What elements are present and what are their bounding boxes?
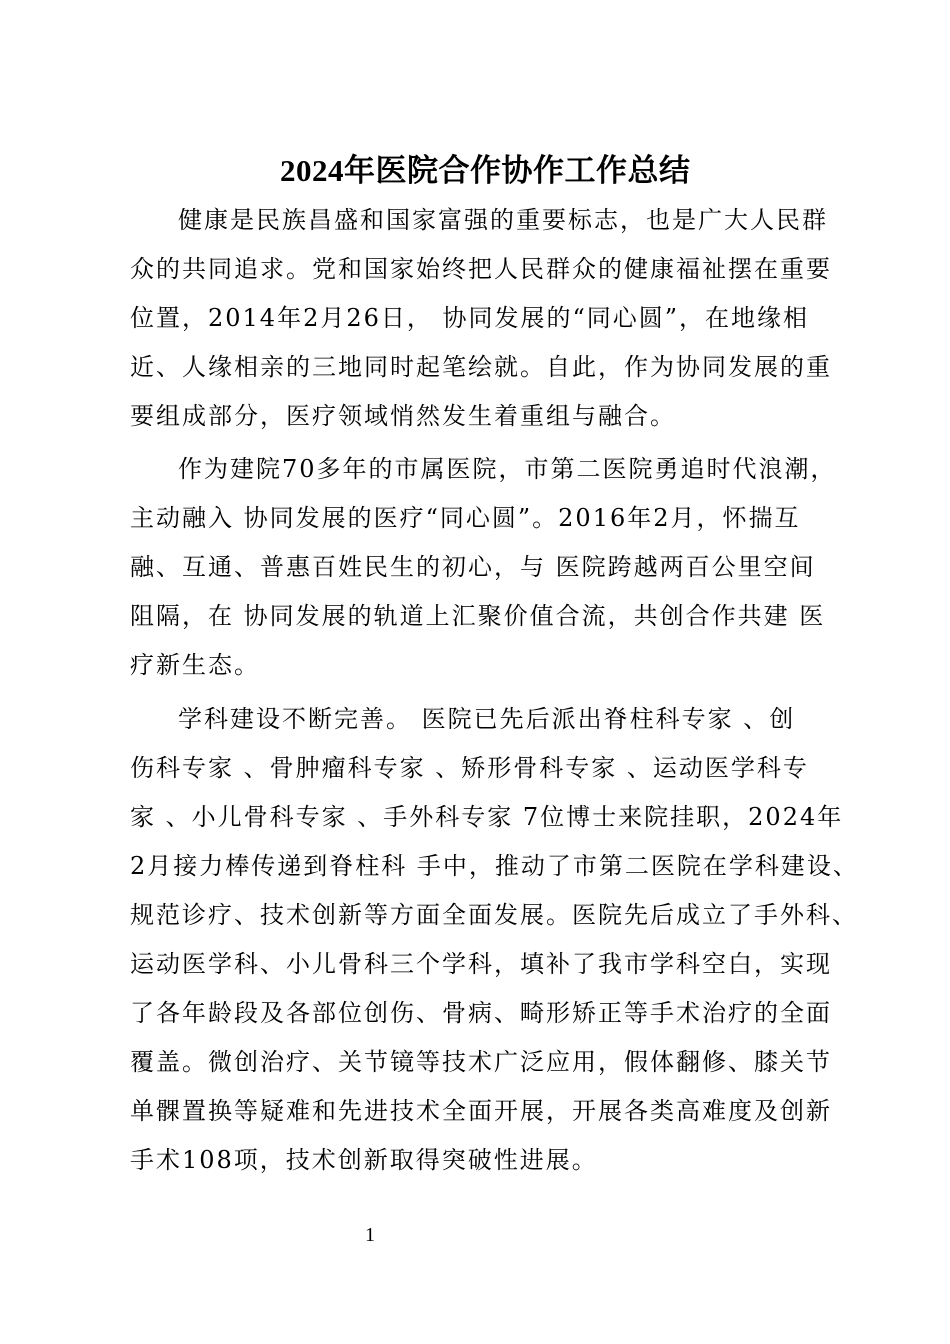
text-line: 疗新生态。 xyxy=(130,651,260,679)
text-line: 阻隔，在 协同发展的轨道上汇聚价值合流，共创合作共建 医 xyxy=(130,602,826,630)
text-line: 位置，2014年2月26日， 协同发展的“同心圆”，在地缘相 xyxy=(130,304,810,332)
text-line: 要组成部分，医疗领域悄然发生着重组与融合。 xyxy=(130,402,676,430)
text-line: 作为建院70多年的市属医院，市第二医院勇追时代浪潮， xyxy=(178,455,837,483)
text-line: 手术108项，技术创新取得突破性进展。 xyxy=(130,1146,598,1174)
paragraph-hospital-cooperation xyxy=(130,445,837,690)
page-number: 1 xyxy=(365,1224,375,1246)
text-line: 健康是民族昌盛和国家富强的重要标志，也是广大人民群 xyxy=(178,206,828,234)
text-line: 近、人缘相亲的三地同时起笔绘就。自此，作为协同发展的重 xyxy=(130,353,832,381)
text-line: 众的共同追求。党和国家始终把人民群众的健康福祉摆在重要 xyxy=(130,255,832,283)
text-line: 了各年龄段及各部位创伤、骨病、畸形矫正等手术治疗的全面 xyxy=(130,999,832,1027)
text-line: 融、互通、普惠百姓民生的初心，与 医院跨越两百公里空间 xyxy=(130,553,816,581)
text-line: 主动融入 协同发展的医疗“同心圆”。2016年2月，怀揣互 xyxy=(130,504,801,532)
text-line: 学科建设不断完善。 医院已先后派出脊柱科专家 、创 xyxy=(178,705,796,733)
text-line: 家 、小儿骨科专家 、手外科专家 7位博士来院挂职，2024年 xyxy=(130,803,844,831)
text-line: 规范诊疗、技术创新等方面全面发展。医院先后成立了手外科、 xyxy=(130,901,858,929)
paragraph-discipline-building xyxy=(130,695,859,1185)
paragraph-health-importance xyxy=(130,196,830,441)
text-line: 运动医学科、小儿骨科三个学科，填补了我市学科空白，实现 xyxy=(130,950,832,978)
text-line: 2月接力棒传递到脊柱科 手中，推动了市第二医院在学科建设、 xyxy=(130,852,859,880)
text-line: 伤科专家 、骨肿瘤科专家 、矫形骨科专家 、运动医学科专 xyxy=(130,754,809,782)
text-line: 单髁置换等疑难和先进技术全面开展，开展各类高难度及创新 xyxy=(130,1097,832,1125)
document-title: 2024年医院合作协作工作总结 xyxy=(280,153,691,188)
text-line: 覆盖。微创治疗、关节镜等技术广泛应用，假体翻修、膝关节 xyxy=(130,1048,832,1076)
